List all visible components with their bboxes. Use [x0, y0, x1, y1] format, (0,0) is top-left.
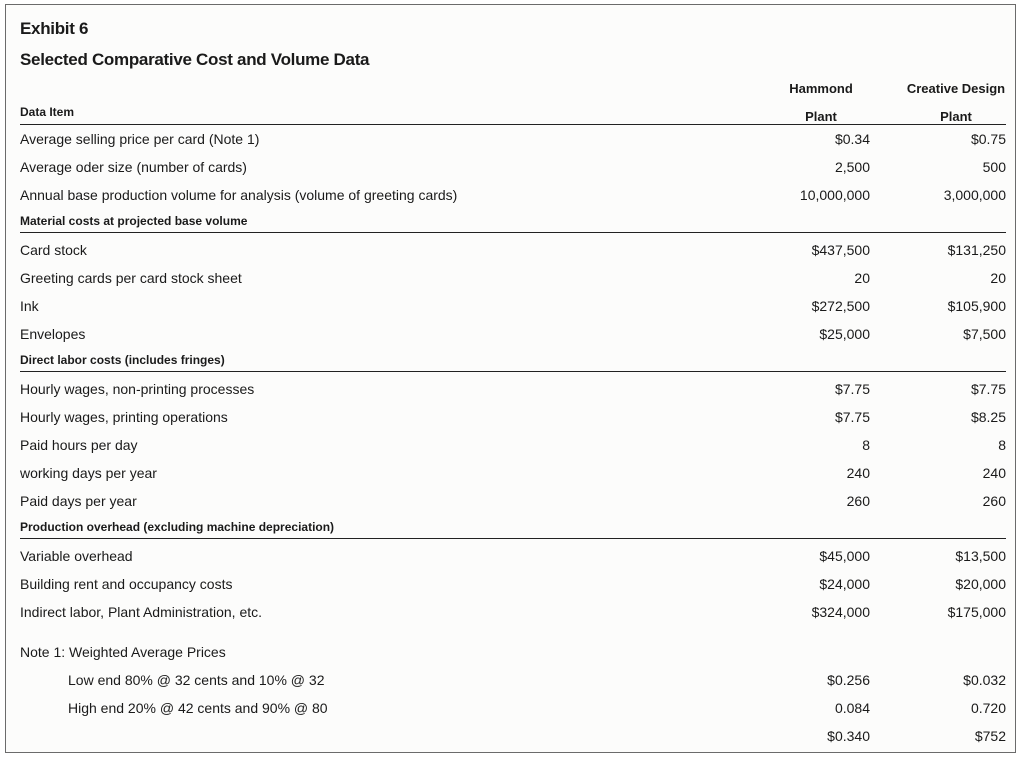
note-line-label: Low end 80% @ 32 cents and 10% @ 32 [68, 672, 325, 688]
row-label: Hourly wages, printing operations [20, 409, 228, 425]
hammond-value: 10,000,000 [799, 187, 870, 203]
creative-value: 260 [982, 493, 1006, 509]
row-label: Variable overhead [20, 548, 133, 564]
hammond-value: 260 [846, 493, 870, 509]
creative-value: $105,900 [947, 298, 1006, 314]
column-header-creative-line1: Creative Design [906, 81, 1006, 96]
hammond-value: $0.256 [827, 672, 870, 688]
table-row [20, 571, 1006, 597]
creative-value: 500 [982, 159, 1006, 175]
note-line [20, 695, 1006, 721]
hammond-value: $7.75 [834, 409, 870, 425]
hammond-value: 8 [862, 437, 870, 453]
hammond-value: 2,500 [834, 159, 870, 175]
note-title: Note 1: Weighted Average Prices [20, 644, 226, 660]
row-label: Paid hours per day [20, 437, 138, 453]
hammond-value: 240 [846, 465, 870, 481]
column-header-creative-line2: Plant [940, 109, 972, 124]
table-row [20, 599, 1006, 625]
table-row [20, 265, 1006, 291]
header-divider [20, 124, 1006, 125]
table-row [20, 543, 1006, 569]
row-label: Annual base production volume for analysis (volume of greeting cards) [20, 187, 458, 203]
table-row [20, 376, 1006, 402]
note-total-line [20, 723, 1006, 749]
creative-value: 3,000,000 [943, 187, 1006, 203]
note-title-row [20, 639, 1006, 665]
section-header-direct-labor [20, 347, 1006, 373]
hammond-value: $324,000 [811, 604, 870, 620]
creative-value: $20,000 [955, 576, 1006, 592]
section-header-production-overhead [20, 514, 1006, 540]
creative-value: $0.032 [963, 672, 1006, 688]
exhibit-label: Exhibit 6 [20, 19, 89, 38]
table-row [20, 460, 1006, 486]
table-row [20, 321, 1006, 347]
hammond-value: $24,000 [819, 576, 870, 592]
column-header-hammond-line2: Plant [805, 109, 837, 124]
section-label: Production overhead (excluding machine depreciation) [20, 520, 335, 534]
creative-value: $131,250 [947, 242, 1006, 258]
hammond-value: $272,500 [811, 298, 870, 314]
column-header-data-item-row [20, 99, 1006, 125]
hammond-value: $0.34 [834, 131, 870, 147]
hammond-value: 0.084 [834, 700, 870, 716]
creative-value: 8 [998, 437, 1006, 453]
section-label: Direct labor costs (includes fringes) [20, 353, 225, 367]
hammond-value: $437,500 [811, 242, 870, 258]
creative-value: 0.720 [970, 700, 1006, 716]
row-label: Building rent and occupancy costs [20, 576, 233, 592]
section-label: Material costs at projected base volume [20, 214, 248, 228]
note-line-label: High end 20% @ 42 cents and 90% @ 80 [68, 700, 328, 716]
row-label: Card stock [20, 242, 87, 258]
table-row [20, 154, 1006, 180]
creative-total: $752 [974, 728, 1006, 744]
row-label: Average selling price per card (Note 1) [20, 131, 260, 147]
table-row [20, 237, 1006, 263]
section-divider [20, 232, 1006, 233]
creative-value: $13,500 [955, 548, 1006, 564]
row-label: working days per year [20, 465, 157, 481]
section-divider [20, 538, 1006, 539]
section-divider [20, 371, 1006, 372]
creative-value: $7,500 [963, 326, 1006, 342]
row-label: Paid days per year [20, 493, 137, 509]
creative-value: $175,000 [947, 604, 1006, 620]
creative-value: 240 [982, 465, 1006, 481]
row-label: Envelopes [20, 326, 86, 342]
exhibit-title: Selected Comparative Cost and Volume Data [20, 50, 370, 69]
creative-value: $7.75 [970, 381, 1006, 397]
table-row [20, 432, 1006, 458]
section-header-material [20, 208, 1006, 234]
hammond-value: $25,000 [819, 326, 870, 342]
hammond-value: $7.75 [834, 381, 870, 397]
table-row [20, 293, 1006, 319]
hammond-value: $45,000 [819, 548, 870, 564]
row-label: Ink [20, 298, 39, 314]
table-row [20, 182, 1006, 208]
hammond-value: 20 [854, 270, 870, 286]
creative-value: $0.75 [970, 131, 1006, 147]
row-label: Indirect labor, Plant Administration, etc. [20, 604, 263, 620]
creative-value: $8.25 [970, 409, 1006, 425]
row-label: Hourly wages, non-printing processes [20, 381, 255, 397]
column-header-hammond-line1: Hammond [789, 81, 853, 96]
column-header-data-item: Data Item [20, 105, 75, 119]
exhibit-frame [5, 4, 1016, 753]
creative-value: 20 [990, 270, 1006, 286]
note-line [20, 667, 1006, 693]
table-row [20, 488, 1006, 514]
table-row [20, 404, 1006, 430]
hammond-total: $0.340 [827, 728, 870, 744]
table-row [20, 126, 1006, 152]
row-label: Average oder size (number of cards) [20, 159, 247, 175]
row-label: Greeting cards per card stock sheet [20, 270, 242, 286]
